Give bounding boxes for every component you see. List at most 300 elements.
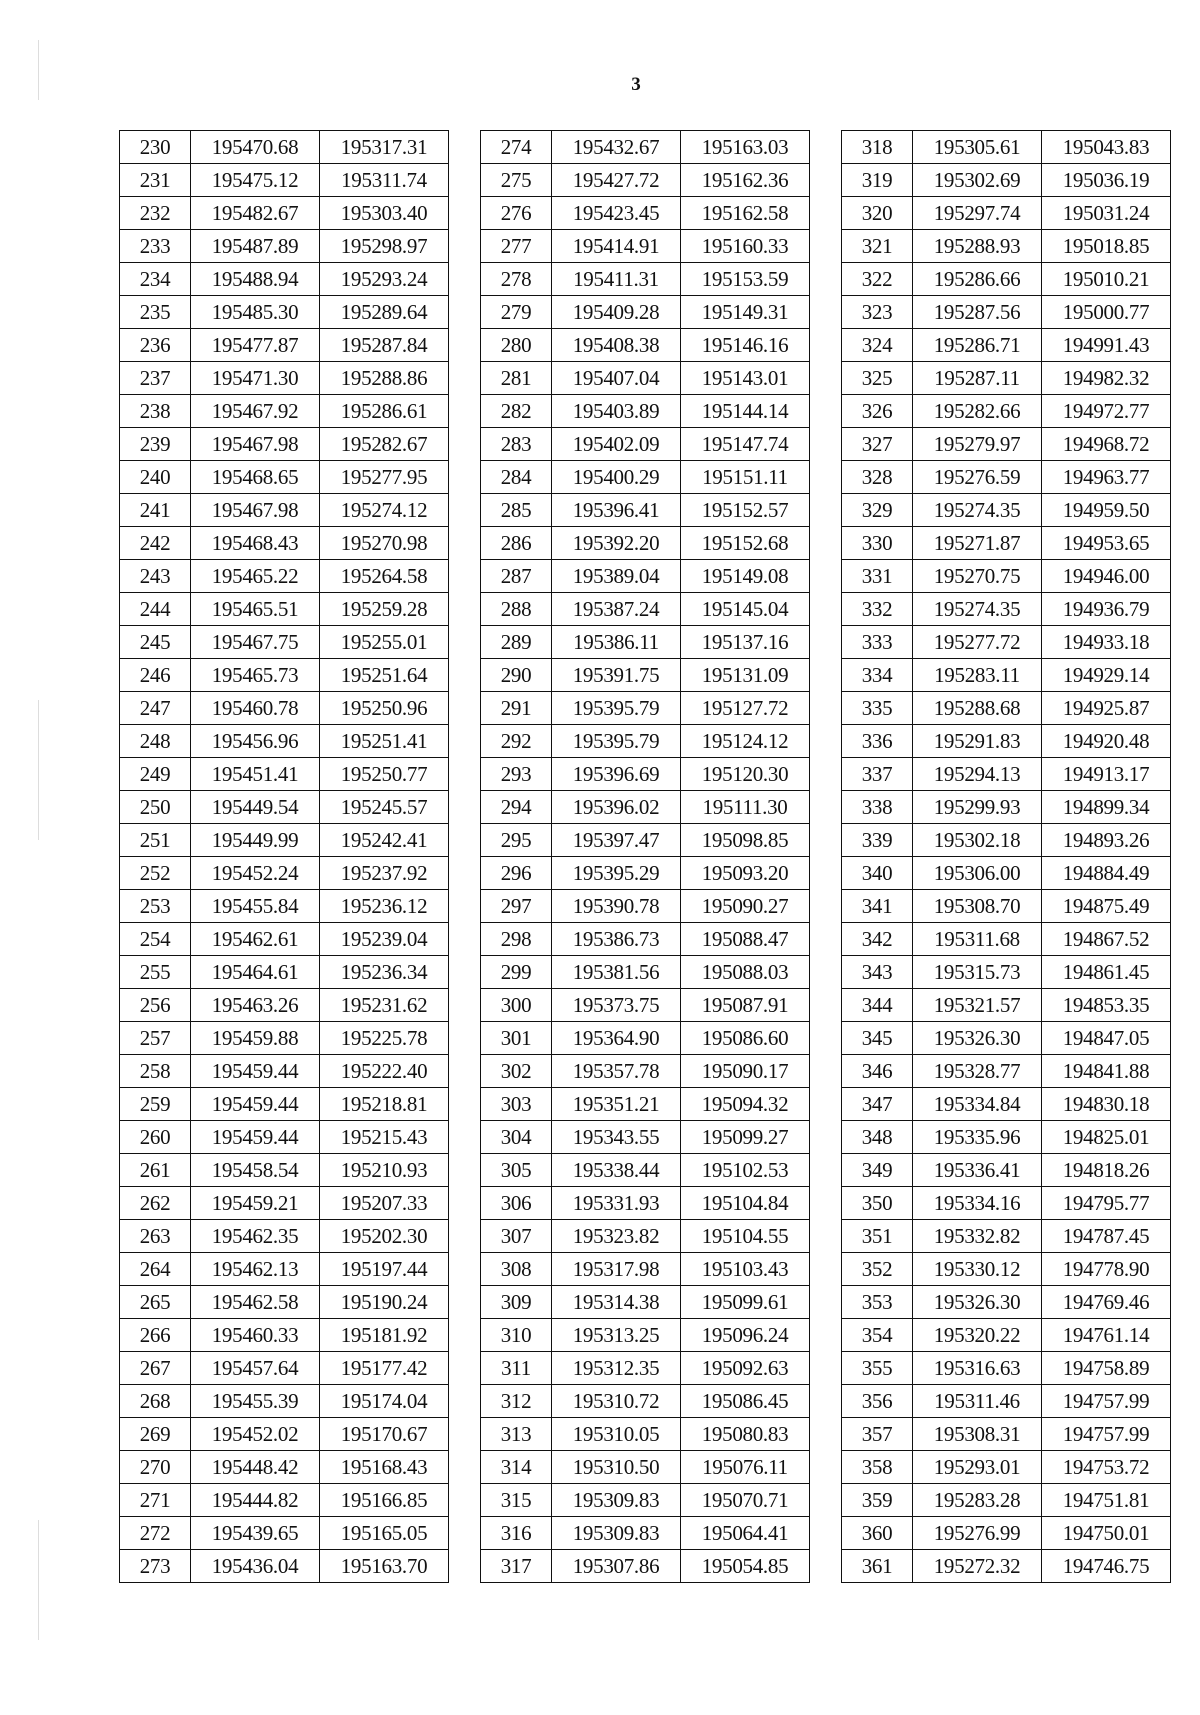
x-coordinate-cell: 195310.72 [552, 1385, 681, 1418]
scan-margin-mark [38, 1520, 39, 1640]
point-number-cell: 234 [120, 263, 191, 296]
point-number-cell: 293 [481, 758, 552, 791]
page-number: 3 [631, 74, 641, 95]
table-row [481, 494, 810, 527]
x-coordinate-cell: 195467.92 [191, 395, 320, 428]
table-row [481, 1187, 810, 1220]
table-row [842, 560, 1171, 593]
x-coordinate-cell: 195392.20 [552, 527, 681, 560]
table-row [842, 1385, 1171, 1418]
y-coordinate-cell: 195153.59 [681, 263, 810, 296]
y-coordinate-cell: 195250.96 [320, 692, 449, 725]
table-row [481, 1517, 810, 1550]
y-coordinate-cell: 195168.43 [320, 1451, 449, 1484]
y-coordinate-cell: 195165.05 [320, 1517, 449, 1550]
x-coordinate-cell: 195477.87 [191, 329, 320, 362]
table-row [842, 791, 1171, 824]
point-number-cell: 264 [120, 1253, 191, 1286]
table-row [481, 824, 810, 857]
x-coordinate-cell: 195462.13 [191, 1253, 320, 1286]
y-coordinate-cell: 195218.81 [320, 1088, 449, 1121]
point-number-cell: 257 [120, 1022, 191, 1055]
y-coordinate-cell: 195000.77 [1042, 296, 1171, 329]
y-coordinate-cell: 195076.11 [681, 1451, 810, 1484]
table-row [481, 1418, 810, 1451]
y-coordinate-cell: 195264.58 [320, 560, 449, 593]
table-row [842, 1088, 1171, 1121]
point-number-cell: 345 [842, 1022, 913, 1055]
x-coordinate-cell: 195334.84 [913, 1088, 1042, 1121]
x-coordinate-cell: 195373.75 [552, 989, 681, 1022]
y-coordinate-cell: 195104.84 [681, 1187, 810, 1220]
table-row [842, 329, 1171, 362]
table-row [120, 1385, 449, 1418]
table-row [842, 230, 1171, 263]
point-number-cell: 287 [481, 560, 552, 593]
x-coordinate-cell: 195391.75 [552, 659, 681, 692]
point-number-cell: 282 [481, 395, 552, 428]
y-coordinate-cell: 195104.55 [681, 1220, 810, 1253]
table-row [842, 1022, 1171, 1055]
x-coordinate-cell: 195452.02 [191, 1418, 320, 1451]
x-coordinate-cell: 195364.90 [552, 1022, 681, 1055]
y-coordinate-cell: 195274.12 [320, 494, 449, 527]
y-coordinate-cell: 194920.48 [1042, 725, 1171, 758]
x-coordinate-cell: 195403.89 [552, 395, 681, 428]
x-coordinate-cell: 195287.11 [913, 362, 1042, 395]
y-coordinate-cell: 194841.88 [1042, 1055, 1171, 1088]
table-row [120, 593, 449, 626]
table-row [842, 1187, 1171, 1220]
point-number-cell: 342 [842, 923, 913, 956]
table-row [842, 428, 1171, 461]
table-row [842, 1286, 1171, 1319]
point-number-cell: 276 [481, 197, 552, 230]
y-coordinate-cell: 194953.65 [1042, 527, 1171, 560]
x-coordinate-cell: 195338.44 [552, 1154, 681, 1187]
x-coordinate-cell: 195334.16 [913, 1187, 1042, 1220]
point-number-cell: 297 [481, 890, 552, 923]
point-number-cell: 316 [481, 1517, 552, 1550]
x-coordinate-cell: 195336.41 [913, 1154, 1042, 1187]
point-number-cell: 338 [842, 791, 913, 824]
x-coordinate-cell: 195408.38 [552, 329, 681, 362]
x-coordinate-cell: 195335.96 [913, 1121, 1042, 1154]
table-row [120, 1220, 449, 1253]
y-coordinate-cell: 195102.53 [681, 1154, 810, 1187]
y-coordinate-cell: 194946.00 [1042, 560, 1171, 593]
table-row [842, 725, 1171, 758]
y-coordinate-cell: 194778.90 [1042, 1253, 1171, 1286]
point-number-cell: 291 [481, 692, 552, 725]
table-row [120, 230, 449, 263]
table-row [842, 1154, 1171, 1187]
x-coordinate-cell: 195397.47 [552, 824, 681, 857]
point-number-cell: 335 [842, 692, 913, 725]
point-number-cell: 332 [842, 593, 913, 626]
table-row [842, 1319, 1171, 1352]
x-coordinate-cell: 195272.32 [913, 1550, 1042, 1583]
point-number-cell: 353 [842, 1286, 913, 1319]
x-coordinate-cell: 195467.98 [191, 428, 320, 461]
x-coordinate-cell: 195291.83 [913, 725, 1042, 758]
table-row [481, 989, 810, 1022]
x-coordinate-cell: 195312.35 [552, 1352, 681, 1385]
y-coordinate-cell: 195236.34 [320, 956, 449, 989]
point-number-cell: 330 [842, 527, 913, 560]
table-row [120, 824, 449, 857]
point-number-cell: 289 [481, 626, 552, 659]
y-coordinate-cell: 195282.67 [320, 428, 449, 461]
point-number-cell: 277 [481, 230, 552, 263]
y-coordinate-cell: 195054.85 [681, 1550, 810, 1583]
point-number-cell: 231 [120, 164, 191, 197]
table-row [120, 989, 449, 1022]
x-coordinate-cell: 195279.97 [913, 428, 1042, 461]
scan-margin-mark [38, 700, 39, 840]
y-coordinate-cell: 195090.17 [681, 1055, 810, 1088]
y-coordinate-cell: 195137.16 [681, 626, 810, 659]
point-number-cell: 300 [481, 989, 552, 1022]
y-coordinate-cell: 195174.04 [320, 1385, 449, 1418]
table-row [120, 263, 449, 296]
point-number-cell: 319 [842, 164, 913, 197]
x-coordinate-cell: 195283.11 [913, 659, 1042, 692]
y-coordinate-cell: 194913.17 [1042, 758, 1171, 791]
point-number-cell: 328 [842, 461, 913, 494]
x-coordinate-cell: 195271.87 [913, 527, 1042, 560]
table-row [842, 989, 1171, 1022]
point-number-cell: 236 [120, 329, 191, 362]
point-number-cell: 358 [842, 1451, 913, 1484]
point-number-cell: 292 [481, 725, 552, 758]
y-coordinate-cell: 195092.63 [681, 1352, 810, 1385]
y-coordinate-cell: 194929.14 [1042, 659, 1171, 692]
y-coordinate-cell: 194795.77 [1042, 1187, 1171, 1220]
table-row [842, 1220, 1171, 1253]
y-coordinate-cell: 194884.49 [1042, 857, 1171, 890]
x-coordinate-cell: 195423.45 [552, 197, 681, 230]
point-number-cell: 327 [842, 428, 913, 461]
table-row [481, 131, 810, 164]
table-row [120, 1550, 449, 1583]
table-row [481, 1352, 810, 1385]
x-coordinate-cell: 195302.69 [913, 164, 1042, 197]
point-number-cell: 349 [842, 1154, 913, 1187]
x-coordinate-cell: 195460.78 [191, 692, 320, 725]
point-number-cell: 308 [481, 1253, 552, 1286]
y-coordinate-cell: 195080.83 [681, 1418, 810, 1451]
y-coordinate-cell: 194991.43 [1042, 329, 1171, 362]
y-coordinate-cell: 195162.58 [681, 197, 810, 230]
table-row [481, 659, 810, 692]
point-number-cell: 275 [481, 164, 552, 197]
table-row [120, 1022, 449, 1055]
x-coordinate-cell: 195305.61 [913, 131, 1042, 164]
y-coordinate-cell: 195163.70 [320, 1550, 449, 1583]
table-row [120, 1154, 449, 1187]
table-row [120, 1418, 449, 1451]
table-row [481, 1055, 810, 1088]
x-coordinate-cell: 195286.71 [913, 329, 1042, 362]
point-number-cell: 269 [120, 1418, 191, 1451]
x-coordinate-cell: 195310.50 [552, 1451, 681, 1484]
y-coordinate-cell: 195094.32 [681, 1088, 810, 1121]
table-row [120, 626, 449, 659]
point-number-cell: 265 [120, 1286, 191, 1319]
point-number-cell: 303 [481, 1088, 552, 1121]
y-coordinate-cell: 195087.91 [681, 989, 810, 1022]
point-number-cell: 252 [120, 857, 191, 890]
x-coordinate-cell: 195459.88 [191, 1022, 320, 1055]
x-coordinate-cell: 195294.13 [913, 758, 1042, 791]
y-coordinate-cell: 195103.43 [681, 1253, 810, 1286]
point-number-cell: 272 [120, 1517, 191, 1550]
point-number-cell: 333 [842, 626, 913, 659]
x-coordinate-cell: 195470.68 [191, 131, 320, 164]
table-row [842, 296, 1171, 329]
table-row [120, 461, 449, 494]
x-coordinate-cell: 195274.35 [913, 593, 1042, 626]
table-row [120, 791, 449, 824]
table-row [481, 263, 810, 296]
table-row [120, 1055, 449, 1088]
y-coordinate-cell: 195293.24 [320, 263, 449, 296]
table-row [481, 230, 810, 263]
y-coordinate-cell: 195231.62 [320, 989, 449, 1022]
point-number-cell: 290 [481, 659, 552, 692]
point-number-cell: 329 [842, 494, 913, 527]
table-row [481, 923, 810, 956]
y-coordinate-cell: 195093.20 [681, 857, 810, 890]
y-coordinate-cell: 195036.19 [1042, 164, 1171, 197]
point-number-cell: 232 [120, 197, 191, 230]
x-coordinate-cell: 195462.35 [191, 1220, 320, 1253]
table-row [481, 428, 810, 461]
y-coordinate-cell: 195160.33 [681, 230, 810, 263]
y-coordinate-cell: 195298.97 [320, 230, 449, 263]
y-coordinate-cell: 195086.60 [681, 1022, 810, 1055]
x-coordinate-cell: 195462.61 [191, 923, 320, 956]
y-coordinate-cell: 195250.77 [320, 758, 449, 791]
point-number-cell: 233 [120, 230, 191, 263]
point-number-cell: 241 [120, 494, 191, 527]
table-row [842, 1451, 1171, 1484]
table-row [120, 131, 449, 164]
x-coordinate-cell: 195468.43 [191, 527, 320, 560]
table-row [120, 758, 449, 791]
x-coordinate-cell: 195395.79 [552, 692, 681, 725]
y-coordinate-cell: 194861.45 [1042, 956, 1171, 989]
point-number-cell: 250 [120, 791, 191, 824]
y-coordinate-cell: 195163.03 [681, 131, 810, 164]
table-row [120, 659, 449, 692]
table-row [481, 560, 810, 593]
y-coordinate-cell: 194758.89 [1042, 1352, 1171, 1385]
table-row [481, 626, 810, 659]
point-number-cell: 247 [120, 692, 191, 725]
coordinate-table-1 [119, 130, 449, 1583]
table-row [120, 1286, 449, 1319]
point-number-cell: 355 [842, 1352, 913, 1385]
y-coordinate-cell: 195064.41 [681, 1517, 810, 1550]
point-number-cell: 230 [120, 131, 191, 164]
y-coordinate-cell: 195149.08 [681, 560, 810, 593]
x-coordinate-cell: 195395.29 [552, 857, 681, 890]
x-coordinate-cell: 195487.89 [191, 230, 320, 263]
point-number-cell: 270 [120, 1451, 191, 1484]
y-coordinate-cell: 195152.68 [681, 527, 810, 560]
point-number-cell: 259 [120, 1088, 191, 1121]
y-coordinate-cell: 195090.27 [681, 890, 810, 923]
y-coordinate-cell: 195152.57 [681, 494, 810, 527]
point-number-cell: 240 [120, 461, 191, 494]
y-coordinate-cell: 194769.46 [1042, 1286, 1171, 1319]
point-number-cell: 324 [842, 329, 913, 362]
x-coordinate-cell: 195297.74 [913, 197, 1042, 230]
y-coordinate-cell: 195099.27 [681, 1121, 810, 1154]
y-coordinate-cell: 194818.26 [1042, 1154, 1171, 1187]
y-coordinate-cell: 194761.14 [1042, 1319, 1171, 1352]
y-coordinate-cell: 195088.03 [681, 956, 810, 989]
table-row [120, 1451, 449, 1484]
point-number-cell: 359 [842, 1484, 913, 1517]
y-coordinate-cell: 195144.14 [681, 395, 810, 428]
table-row [120, 923, 449, 956]
table-row [842, 890, 1171, 923]
point-number-cell: 267 [120, 1352, 191, 1385]
x-coordinate-cell: 195488.94 [191, 263, 320, 296]
x-coordinate-cell: 195351.21 [552, 1088, 681, 1121]
y-coordinate-cell: 194972.77 [1042, 395, 1171, 428]
point-number-cell: 266 [120, 1319, 191, 1352]
x-coordinate-cell: 195448.42 [191, 1451, 320, 1484]
table-row [481, 395, 810, 428]
table-row [481, 593, 810, 626]
point-number-cell: 254 [120, 923, 191, 956]
point-number-cell: 302 [481, 1055, 552, 1088]
x-coordinate-cell: 195457.64 [191, 1352, 320, 1385]
point-number-cell: 321 [842, 230, 913, 263]
point-number-cell: 348 [842, 1121, 913, 1154]
table-row [481, 725, 810, 758]
y-coordinate-cell: 194753.72 [1042, 1451, 1171, 1484]
x-coordinate-cell: 195451.41 [191, 758, 320, 791]
table-row [120, 1187, 449, 1220]
y-coordinate-cell: 195162.36 [681, 164, 810, 197]
y-coordinate-cell: 194982.32 [1042, 362, 1171, 395]
x-coordinate-cell: 195326.30 [913, 1286, 1042, 1319]
x-coordinate-cell: 195309.83 [552, 1517, 681, 1550]
x-coordinate-cell: 195308.70 [913, 890, 1042, 923]
x-coordinate-cell: 195332.82 [913, 1220, 1042, 1253]
x-coordinate-cell: 195427.72 [552, 164, 681, 197]
x-coordinate-cell: 195311.68 [913, 923, 1042, 956]
y-coordinate-cell: 194875.49 [1042, 890, 1171, 923]
y-coordinate-cell: 195166.85 [320, 1484, 449, 1517]
table-row [842, 362, 1171, 395]
table-row [120, 1484, 449, 1517]
x-coordinate-cell: 195293.01 [913, 1451, 1042, 1484]
y-coordinate-cell: 194757.99 [1042, 1418, 1171, 1451]
point-number-cell: 255 [120, 956, 191, 989]
point-number-cell: 268 [120, 1385, 191, 1418]
x-coordinate-cell: 195458.54 [191, 1154, 320, 1187]
x-coordinate-cell: 195288.93 [913, 230, 1042, 263]
table-row [842, 1517, 1171, 1550]
y-coordinate-cell: 194893.26 [1042, 824, 1171, 857]
table-row [842, 659, 1171, 692]
x-coordinate-cell: 195386.73 [552, 923, 681, 956]
y-coordinate-cell: 195127.72 [681, 692, 810, 725]
y-coordinate-cell: 194867.52 [1042, 923, 1171, 956]
x-coordinate-cell: 195315.73 [913, 956, 1042, 989]
y-coordinate-cell: 195239.04 [320, 923, 449, 956]
coordinate-table-3 [841, 130, 1171, 1583]
x-coordinate-cell: 195307.86 [552, 1550, 681, 1583]
point-number-cell: 273 [120, 1550, 191, 1583]
y-coordinate-cell: 195181.92 [320, 1319, 449, 1352]
point-number-cell: 239 [120, 428, 191, 461]
y-coordinate-cell: 195236.12 [320, 890, 449, 923]
table-row [842, 1352, 1171, 1385]
x-coordinate-cell: 195455.84 [191, 890, 320, 923]
y-coordinate-cell: 195043.83 [1042, 131, 1171, 164]
point-number-cell: 357 [842, 1418, 913, 1451]
table-row [842, 824, 1171, 857]
y-coordinate-cell: 195251.41 [320, 725, 449, 758]
x-coordinate-cell: 195308.31 [913, 1418, 1042, 1451]
table-row [481, 956, 810, 989]
point-number-cell: 336 [842, 725, 913, 758]
y-coordinate-cell: 195088.47 [681, 923, 810, 956]
y-coordinate-cell: 195270.98 [320, 527, 449, 560]
point-number-cell: 294 [481, 791, 552, 824]
point-number-cell: 307 [481, 1220, 552, 1253]
table-row [120, 197, 449, 230]
point-number-cell: 306 [481, 1187, 552, 1220]
x-coordinate-cell: 195381.56 [552, 956, 681, 989]
table-row [481, 1319, 810, 1352]
y-coordinate-cell: 195237.92 [320, 857, 449, 890]
point-number-cell: 237 [120, 362, 191, 395]
point-number-cell: 356 [842, 1385, 913, 1418]
table-row [842, 1121, 1171, 1154]
table-row [120, 890, 449, 923]
table-row [481, 197, 810, 230]
table-row [120, 1088, 449, 1121]
x-coordinate-cell: 195277.72 [913, 626, 1042, 659]
point-number-cell: 301 [481, 1022, 552, 1055]
table-row [842, 593, 1171, 626]
x-coordinate-cell: 195459.44 [191, 1088, 320, 1121]
x-coordinate-cell: 195287.56 [913, 296, 1042, 329]
y-coordinate-cell: 194746.75 [1042, 1550, 1171, 1583]
y-coordinate-cell: 195277.95 [320, 461, 449, 494]
point-number-cell: 288 [481, 593, 552, 626]
x-coordinate-cell: 195411.31 [552, 263, 681, 296]
point-number-cell: 262 [120, 1187, 191, 1220]
coordinate-table-2 [480, 130, 810, 1583]
x-coordinate-cell: 195475.12 [191, 164, 320, 197]
table-row [842, 494, 1171, 527]
y-coordinate-cell: 195143.01 [681, 362, 810, 395]
x-coordinate-cell: 195390.78 [552, 890, 681, 923]
y-coordinate-cell: 195120.30 [681, 758, 810, 791]
table-row [842, 758, 1171, 791]
x-coordinate-cell: 195400.29 [552, 461, 681, 494]
table-row [481, 1022, 810, 1055]
